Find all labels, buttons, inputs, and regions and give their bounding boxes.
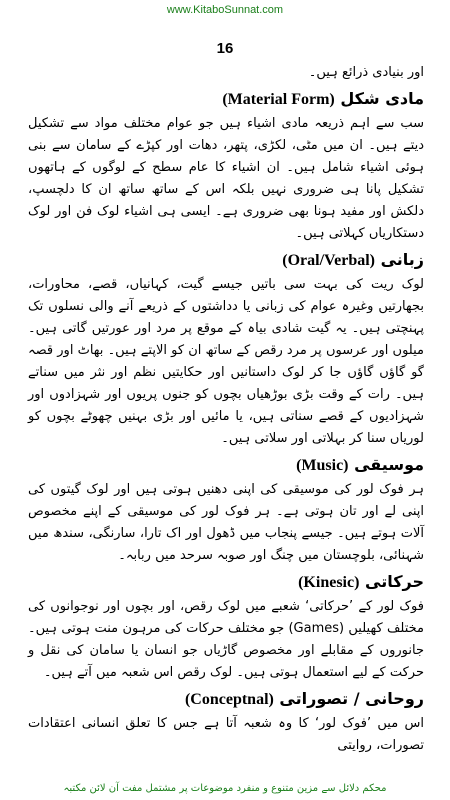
footer-tagline: محکم دلائل سے مزین متنوع و منفرد موضوعات پر مشتمل مفت آن لائن مکتبہ: [63, 783, 387, 794]
heading-urdu: زبانی: [380, 250, 424, 269]
heading-urdu: روحانی / تصوراتی: [279, 689, 424, 708]
heading-urdu: موسیقی: [354, 455, 424, 474]
section-heading-music: [28, 452, 424, 479]
intro-line: اور بنیادی ذرائع ہیں۔: [308, 65, 424, 80]
section-heading-material: [28, 86, 424, 113]
heading-english: (Conceptnal): [184, 691, 274, 708]
section-heading-oral: [28, 247, 424, 274]
page-body: [28, 62, 424, 757]
section-paragraph-conceptual: اس میں ’فوک لور‘ کا وہ شعبہ آتا ہے جس کا تعلق انسانی اعتقادات تصورات، روایتی: [28, 716, 424, 753]
section-heading-conceptual: [28, 686, 424, 713]
page-number: 16: [216, 40, 234, 57]
site-url[interactable]: www.KitaboSunnat.com: [166, 4, 284, 16]
heading-english: (Kinesic): [298, 574, 360, 591]
section-paragraph-material: سب سے اہم ذریعہ مادی اشیاء ہیں جو عوام مختلف مواد سے تشکیل دیتے ہیں۔ ان میں مٹی، لکڑی، پتھر، دھات اور کپڑے کے سامان سے بنی ہوئی اشیاء شامل ہیں۔ ان اشیاء کا عام سطح کے لوگوں کے ہاتھوں تشکیل پانا ہی ضروری نہیں بلکہ اس کے ساتھ ساتھ ان کا دلچسپ، دلکش اور مفید ہونا بھی ضروری ہے۔ ایسی ہی اشیاء لوک فن اور لوک دستکاریاں کہلاتی ہیں۔: [28, 116, 424, 241]
section-paragraph-kinesic: فوک لور کے ’حرکاتی‘ شعبے میں لوک رقص، اور بچوں اور نوجوانوں کی مختلف کھیلیں (Games) جو مختلف حرکات کی مرہون منت ہوتی ہیں۔ جانوروں کے مقابلے اور مخصوص گاڑیاں جو انسان یا سامان کی نقل و حرکت کے لیے استعمال ہوتی ہیں۔ لوک رقص اس شعبہ میں آتے ہیں۔: [28, 599, 424, 680]
section-paragraph-oral: لوک ریت کی بہت سی باتیں جیسے گیت، کہانیاں، قصے، محاورات، بجھارتیں وغیرہ عوام کی زبانی یا دداشتوں کے ذریعے آنے والی نسلوں تک پہنچتی ہیں۔ یہ گیت شادی بیاہ کے موقع پر مرد اور عورتیں گاتی ہیں۔ میلوں اور عرسوں پر مرد رقص کے ساتھ ان کو الاپتے ہیں۔ بھاٹ اور قصہ گو گاؤں گاؤں جا کر لوک داستانیں اور حکایتیں نظم اور نثر میں سناتے ہیں۔ رات کے وقت بڑی بوڑھیاں بچوں کو جنوں پریوں اور شہزادوں اور شہزادیوں کے قصے سناتی ہیں، یا مائیں اور بڑی بہنیں چھوٹے بچوں کو لوریاں سنا کر بہلاتی اور سلاتی ہیں۔: [28, 277, 424, 446]
heading-english: (Material Form): [222, 91, 335, 108]
heading-urdu: حرکاتی: [365, 572, 424, 591]
heading-english: (Music): [296, 457, 349, 474]
section-paragraph-music: ہر فوک لور کی موسیقی کی اپنی دھنیں ہوتی ہیں اور لوک گیتوں کی اپنی لے اور تان ہوتی ہے۔ ہر فوک لور کی موسیقی کے اپنے مخصوص آلات ہوتے ہیں۔ جیسے پنجاب میں ڈھول اور اک تارا، سارنگی، سندھ میں شہنائی، بلوچستان میں چنگ اور صوبہ سرحد میں ربابہ۔: [28, 482, 424, 563]
section-heading-kinesic: [28, 569, 424, 596]
heading-english: (Oral/Verbal): [282, 252, 375, 269]
heading-urdu: مادی شکل: [340, 89, 424, 108]
